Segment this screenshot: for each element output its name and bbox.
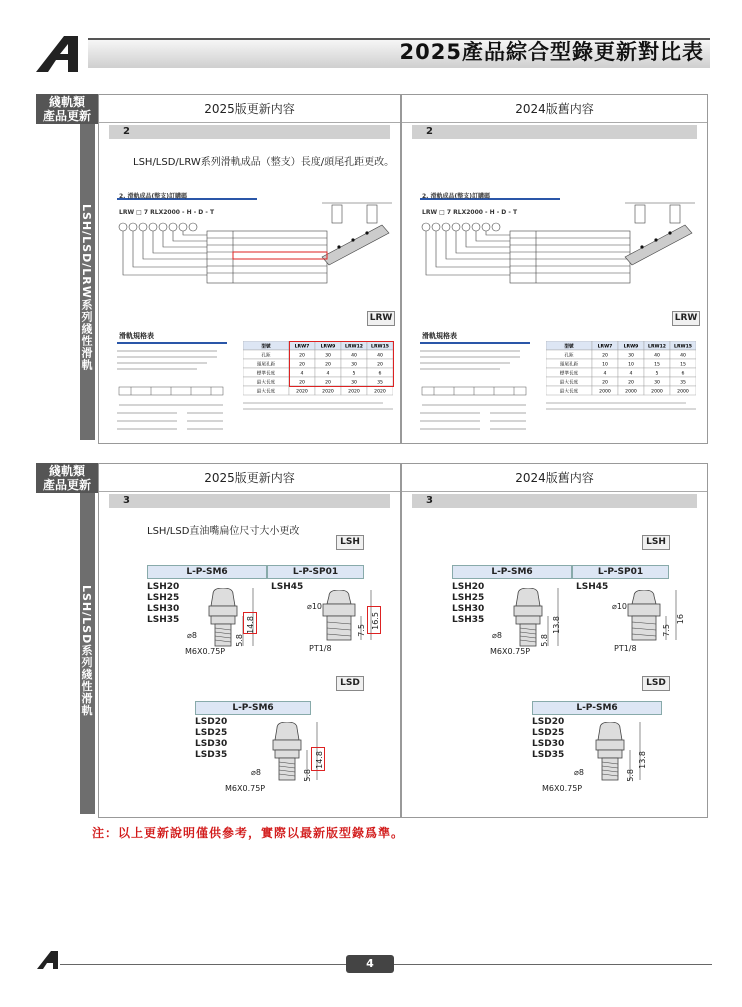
lsd-tag: LSD [642, 676, 670, 691]
table-cell-text: 40 [377, 353, 383, 359]
dim-pt18: PT1/8 [614, 644, 637, 653]
table-notes [243, 399, 393, 413]
table-cell-text: 30 [351, 380, 357, 386]
order-code-diagram [117, 195, 392, 295]
table-cell-text: 10 [628, 362, 634, 368]
column-heading: 2025版更新内容 [99, 95, 400, 123]
dim-thread: M6X0.75P [490, 647, 531, 656]
page-title: 2025產品綜合型錄更新對比表 [399, 40, 704, 64]
column-2025 [98, 463, 401, 818]
lsh-models: LSH20 LSH25 LSH30 LSH35 [147, 582, 180, 625]
table-cell-text: 40 [654, 353, 660, 359]
changed-dimension-highlight [243, 612, 257, 634]
table-cell-text: 40 [351, 353, 357, 359]
section-2 [36, 94, 708, 444]
dim-height-a: 13.8 [552, 616, 561, 634]
lsd-models: LSD20 LSD25 LSD30 LSD35 [195, 717, 228, 760]
table-cell-text: 4 [629, 371, 633, 377]
table-cell-text: LRW15 [371, 344, 389, 350]
table-cell-text: 20 [299, 353, 305, 359]
divider-line [117, 342, 227, 344]
divider-line [420, 342, 530, 344]
table-cell-text: 2020 [322, 389, 334, 395]
lrw-tag: LRW [367, 311, 395, 326]
table-cell-text: 最大長度 [559, 389, 579, 395]
rail-dimension-drawing [420, 347, 530, 433]
dim-7-5: 7.5 [662, 624, 671, 637]
spec-table-title: 滑軌規格表 [119, 332, 154, 340]
footer-note: 注：以上更新說明僅供參考，實際以最新版型錄爲準。 [92, 826, 405, 840]
table-cell-text: 20 [325, 362, 331, 368]
sm6-header: L-P-SM6 [147, 565, 267, 579]
changed-values-highlight [289, 341, 394, 387]
grease-nipple-lsd-drawing [586, 722, 646, 794]
table-notes [546, 399, 696, 413]
lsd-sm6-header: L-P-SM6 [195, 701, 311, 715]
dim-5-8: 5.8 [540, 634, 549, 647]
table-cell-text: LRW7 [597, 344, 613, 350]
dim-d8: ⌀8 [251, 768, 261, 777]
table-cell-text: LRW12 [648, 344, 666, 350]
table-cell-text: 最大長度 [559, 380, 579, 386]
column-heading: 2024版舊内容 [402, 464, 707, 492]
dim-thread: M6X0.75P [225, 784, 266, 793]
lrw-tag: LRW [672, 311, 700, 326]
section-3 [36, 463, 708, 818]
table-cell-text: LRW9 [320, 344, 336, 350]
lsh45-model: LSH45 [576, 582, 609, 592]
table-cell-text: 20 [602, 353, 608, 359]
order-code: LRW □ 7 RLX2000 - H - D - T [119, 209, 215, 216]
lsh-tag: LSH [642, 535, 670, 550]
dim-7-5: 7.5 [357, 624, 366, 637]
table-cell-text: 孔距 [261, 353, 271, 359]
item-number-bar [412, 125, 697, 139]
lsh-models: LSH20 LSH25 LSH30 LSH35 [452, 582, 485, 625]
table-cell-text: 標準長度 [256, 371, 276, 377]
dim-pt18: PT1/8 [309, 644, 332, 653]
lsh-tag: LSH [336, 535, 364, 550]
page-number: 4 [346, 955, 394, 973]
item-number: 2 [426, 126, 433, 137]
subtitle: 2. 滑軌成品(整支)訂購碼 [119, 193, 188, 200]
table-cell-text: 20 [602, 380, 608, 386]
table-cell-text: 最大長度 [256, 380, 276, 386]
table-cell-text: 15 [680, 362, 686, 368]
order-code: LRW □ 7 RLX2000 - H - D - T [422, 209, 518, 216]
dim-height-b: 16 [676, 614, 685, 625]
sm6-header: L-P-SM6 [452, 565, 572, 579]
rail-dimension-drawing [117, 347, 227, 433]
dim-thread: M6X0.75P [542, 784, 583, 793]
category-label: 綫軌類 產品更新 [36, 463, 98, 493]
dim-5-8: 5.8 [303, 769, 312, 782]
column-2024 [401, 94, 708, 444]
table-cell-text: 2000 [599, 389, 611, 395]
table-cell-text: 20 [628, 380, 634, 386]
item-number: 3 [426, 495, 433, 506]
subtitle: 2. 滑軌成品(整支)訂購碼 [422, 193, 491, 200]
table-cell-text: 最大長度 [256, 389, 276, 395]
table-cell-text: 2020 [348, 389, 360, 395]
dim-5-8: 5.8 [235, 634, 244, 647]
dim-height-a: 14.8 [315, 751, 324, 769]
column-heading: 2025版更新内容 [99, 464, 400, 492]
table-cell-text: LRW7 [294, 344, 310, 350]
item-number-bar [109, 494, 390, 508]
lsh45-model: LSH45 [271, 582, 304, 592]
category-label: 綫軌類 產品更新 [36, 94, 98, 124]
dim-5-8: 5.8 [626, 769, 635, 782]
table-cell-text: 20 [377, 362, 383, 368]
table-cell-text: 4 [326, 371, 330, 377]
table-cell-text: 40 [680, 353, 686, 359]
dim-height-a: 14.8 [246, 616, 255, 634]
table-cell-text: 6 [378, 371, 382, 377]
spec-table [546, 341, 696, 397]
table-cell-text: 2020 [374, 389, 386, 395]
table-cell-text: 35 [680, 380, 686, 386]
table-cell-text: 頭尾孔距 [559, 362, 579, 368]
dim-d8: ⌀8 [187, 631, 197, 640]
table-cell-text: 2000 [677, 389, 689, 395]
table-cell-text: 30 [351, 362, 357, 368]
change-note: LSH/LSD/LRW系列滑軌成品（整支）長度/頭尾孔距更改。 [133, 157, 395, 168]
lsd-models: LSD20 LSD25 LSD30 LSD35 [532, 717, 565, 760]
table-cell-text: LRW12 [345, 344, 363, 350]
spec-table-title: 滑軌規格表 [422, 332, 457, 340]
table-cell-text: 4 [300, 371, 304, 377]
table-cell-text: 6 [681, 371, 685, 377]
dim-height-b: 16.5 [371, 612, 380, 630]
column-heading: 2024版舊内容 [402, 95, 707, 123]
table-cell-text: LRW9 [623, 344, 639, 350]
table-cell-text: 5 [655, 371, 659, 377]
item-number-bar [109, 125, 390, 139]
dim-d10: ⌀10 [612, 602, 628, 611]
item-number-bar [412, 494, 697, 508]
table-cell-text: 15 [654, 362, 660, 368]
table-cell-text: 20 [299, 380, 305, 386]
company-logo-icon [34, 34, 90, 74]
table-cell-text: 2000 [625, 389, 637, 395]
table-cell-text: 20 [325, 380, 331, 386]
order-code-diagram [420, 195, 695, 295]
dim-thread: M6X0.75P [185, 647, 226, 656]
table-cell-text: 5 [352, 371, 356, 377]
table-cell-text: 20 [299, 362, 305, 368]
table-cell-text: 2000 [651, 389, 663, 395]
item-number: 3 [123, 495, 130, 506]
table-cell-text: 頭尾孔距 [256, 362, 276, 368]
table-cell-text: 10 [602, 362, 608, 368]
column-2025 [98, 94, 401, 444]
item-number: 2 [123, 126, 130, 137]
dim-d8: ⌀8 [574, 768, 584, 777]
sp01-header: L-P-SP01 [572, 565, 669, 579]
table-cell-text: 4 [603, 371, 607, 377]
table-cell-text: LRW15 [674, 344, 692, 350]
side-series-label: LSH/LSD/LRW系列綫性滑軌 [80, 204, 93, 371]
table-cell-text: 30 [325, 353, 331, 359]
changed-dimension-highlight [367, 606, 381, 634]
table-cell-text: 標準長度 [559, 371, 579, 377]
column-2024 [401, 463, 708, 818]
dim-height-a: 13.8 [638, 751, 647, 769]
change-note: LSH/LSD直油嘴扁位尺寸大小更改 [147, 526, 300, 537]
lsd-sm6-header: L-P-SM6 [532, 701, 662, 715]
table-cell-text: 2020 [296, 389, 308, 395]
lsd-tag: LSD [336, 676, 364, 691]
dim-d8: ⌀8 [492, 631, 502, 640]
table-cell-text: 30 [628, 353, 634, 359]
dim-d10: ⌀10 [307, 602, 323, 611]
table-cell-text: 30 [654, 380, 660, 386]
table-cell-text: 35 [377, 380, 383, 386]
footer-logo-icon [36, 950, 64, 970]
table-cell-text: 孔距 [564, 353, 574, 359]
changed-dimension-highlight [311, 747, 325, 771]
sp01-header: L-P-SP01 [267, 565, 364, 579]
table-cell-text: 型號 [564, 344, 574, 350]
side-series-label: LSH/LSD系列綫性滑軌 [80, 585, 93, 717]
table-cell-text: 型號 [261, 344, 271, 350]
